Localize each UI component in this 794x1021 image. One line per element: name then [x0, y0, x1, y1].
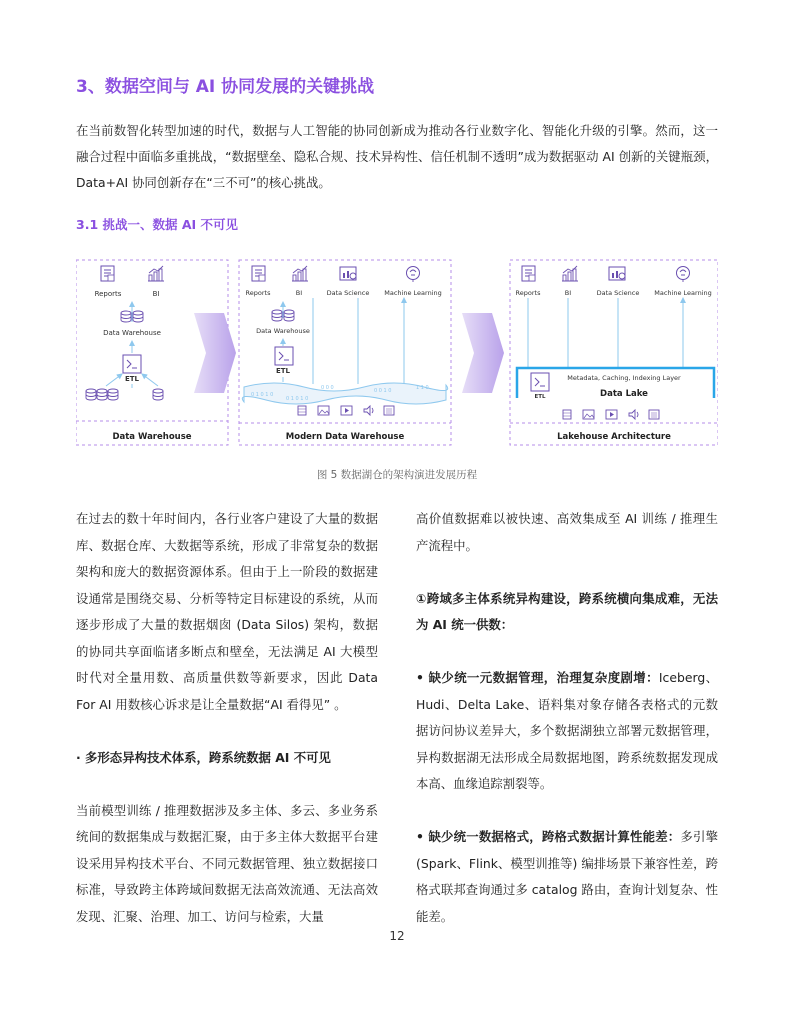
bi-icon	[562, 266, 578, 281]
right-bullet-2-body: 多引擎 (Spark、Flink、模型训推等) 编排场景下兼容性差，跨格式联邦查询通过多 catalog 路由，查询计划复杂、性能差。	[416, 829, 719, 924]
left-paragraph-1: 在过去的数十年时间内，各行业客户建设了大量的数据库、数据仓库、大数据等系统，形成了非常复杂的数据架构和庞大的数据资源体系。但由于上一阶段的数据建设通常是围绕交易、分析等特定目标建设的系统，从而逐步形成了大量的数据烟囱 (Data Silos) 架构，数据的协同共享面临诸多断点和壁垒，无法满足 AI 大模型时代对全量用数、高质量供数等新要求，因此 Data For AI 用数核心诉求是让全量数据“AI 看得见” 。	[76, 511, 378, 712]
arrow-chevron-icon	[194, 313, 236, 393]
section-heading: 3、数据空间与 AI 协同发展的关键挑战	[76, 77, 375, 97]
data-science-icon	[609, 267, 625, 280]
machine-learning-icon	[677, 267, 690, 283]
right-paragraph-1: 高价值数据难以被快速、高效集成至 AI 训练 / 推理生产流程中。	[416, 511, 718, 553]
svg-text:0 0 1 0: 0 0 1 0	[374, 388, 392, 394]
database-icon	[284, 310, 294, 321]
etl-icon	[275, 347, 293, 365]
panel-lakehouse	[510, 260, 718, 445]
data-sources-icon	[563, 410, 659, 419]
architecture-figure	[76, 258, 718, 448]
reports-icon	[522, 266, 535, 281]
label-bi: BI	[295, 289, 303, 297]
label-reports: Reports	[245, 289, 271, 297]
reports-icon	[252, 266, 265, 281]
left-paragraph-2: 当前模型训练 / 推理数据涉及多主体、多云、多业务系统间的数据集成与数据汇聚，由于多主体大数据平台建设采用异构技术平台、不同元数据管理、独立数据接口标准，导致跨主体跨域间数据无法高效流通、无法高效发现、汇聚、治理、加工、访问与检索，大量	[76, 802, 378, 924]
label-etl: ETL	[534, 394, 546, 400]
label-metadata-layer: Metadata, Caching, Indexing Layer	[567, 374, 681, 382]
right-subheading: ①跨域多主体系统异构建设，跨系统横向集成难，无法为 AI 统一供数：	[416, 590, 718, 632]
machine-learning-icon	[407, 267, 420, 283]
bi-icon	[148, 266, 164, 281]
left-column	[76, 506, 378, 930]
right-bullet-1-title: • 缺少统一元数据管理，治理复杂度剧增：	[416, 670, 659, 685]
label-etl: ETL	[275, 367, 291, 375]
label-reports: Reports	[94, 290, 122, 298]
figure-caption: 图 5 数据湖仓的架构演进发展历程	[316, 469, 478, 481]
database-icon	[97, 389, 107, 400]
right-bullet-1-body: Iceberg、Hudi、Delta Lake、语料集对象存储各表格式的元数据访问协议差异大，多个数据湖独立部署元数据管理，异构数据湖无法形成全局数据地图，跨系统数据发现成本高、血缘追踪割裂等。	[416, 670, 719, 791]
svg-text:1 1 0: 1 1 0	[416, 385, 429, 391]
right-column	[416, 506, 718, 930]
label-etl: ETL	[124, 375, 140, 383]
subsection-heading: 3.1 挑战一、数据 AI 不可见	[76, 217, 239, 232]
panel-title-modern-data-warehouse: Modern Data Warehouse	[285, 432, 405, 442]
database-icon	[86, 389, 96, 400]
intro-paragraph: 在当前数智化转型加速的时代，数据与人工智能的协同创新成为推动各行业数字化、智能化升级的引擎。然而，这一融合过程中面临多重挑战，“数据壁垒、隐私合规、技术异构性、信任机制不透明”成为数据驱动 AI 创新的关键瓶颈，Data+AI 协同创新存在“三不可”的核心挑战。	[76, 123, 718, 190]
label-machine-learning: Machine Learning	[654, 289, 712, 297]
page-number: 12	[389, 929, 405, 943]
left-bullet-heading: · 多形态异构技术体系，跨系统数据 AI 不可见	[76, 749, 331, 765]
bi-icon	[292, 266, 308, 281]
svg-text:0 0 0: 0 0 0	[321, 385, 334, 391]
label-reports: Reports	[515, 289, 541, 297]
panel-title-data-warehouse: Data Warehouse	[112, 432, 192, 442]
label-bi: BI	[564, 289, 572, 297]
panel-data-warehouse	[76, 260, 228, 445]
panel-title-lakehouse: Lakehouse Architecture	[557, 432, 671, 442]
label-data-warehouse: Data Warehouse	[103, 329, 161, 337]
database-icon	[108, 389, 118, 400]
database-icon	[133, 311, 143, 322]
panel-modern-data-warehouse	[239, 260, 451, 445]
label-data-warehouse: Data Warehouse	[256, 327, 310, 335]
data-sources-icon	[298, 406, 394, 415]
database-icon	[153, 389, 163, 400]
label-data-lake: Data Lake	[600, 389, 648, 399]
reports-icon	[101, 266, 114, 281]
right-bullet-2	[416, 824, 718, 930]
label-data-science: Data Science	[326, 289, 370, 297]
data-science-icon	[340, 267, 356, 280]
database-icon	[272, 310, 282, 321]
label-machine-learning: Machine Learning	[384, 289, 442, 297]
right-bullet-2-title: • 缺少统一数据格式，跨格式数据计算性能差：	[416, 829, 681, 844]
label-data-science: Data Science	[596, 289, 640, 297]
svg-text:0 1 0 1 0: 0 1 0 1 0	[286, 396, 309, 402]
label-bi: BI	[152, 290, 160, 298]
svg-text:0 1 0 1 0: 0 1 0 1 0	[251, 392, 274, 398]
right-bullet-1	[416, 665, 718, 798]
etl-icon	[123, 355, 141, 373]
database-icon	[121, 311, 131, 322]
arrow-chevron-icon	[462, 313, 504, 393]
